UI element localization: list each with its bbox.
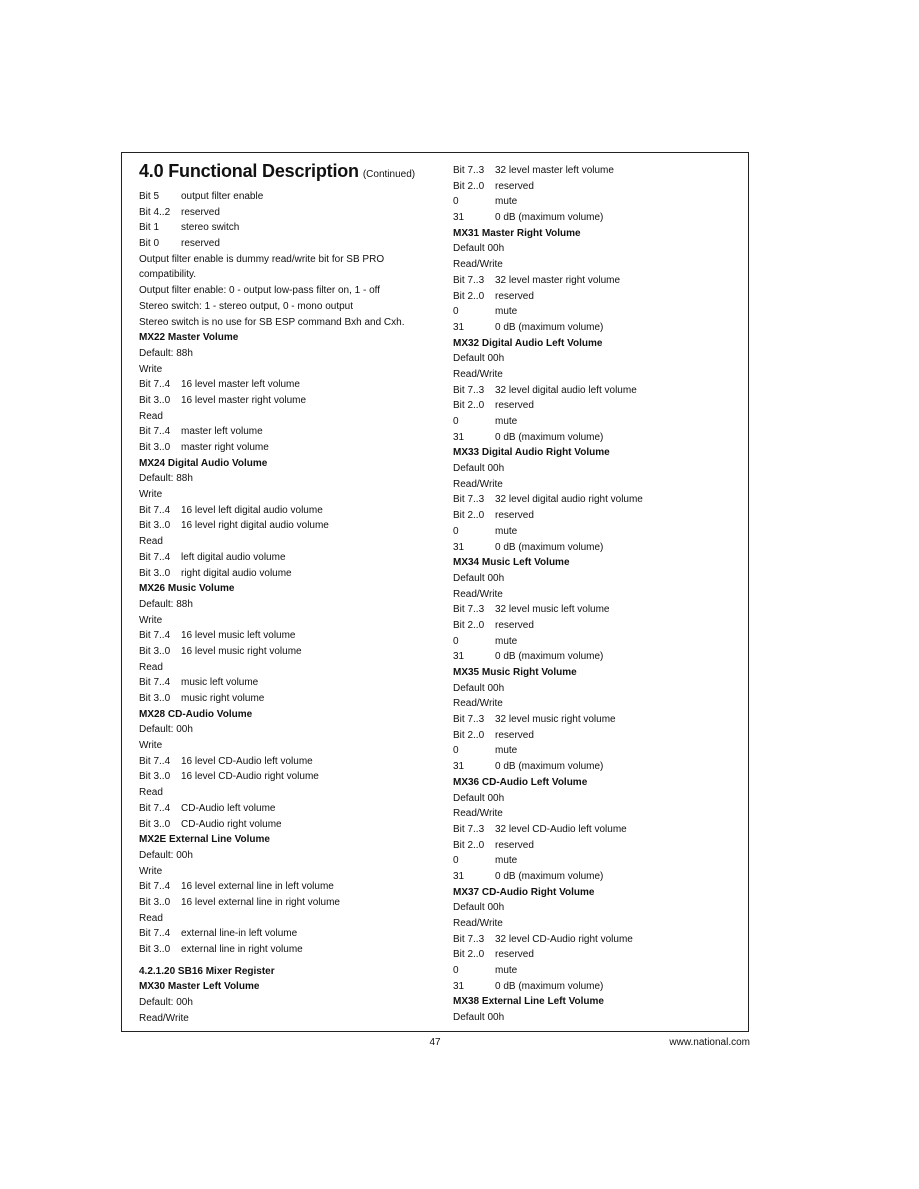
bit-field: Bit 3..0 xyxy=(139,645,171,657)
bit-description: CD-Audio left volume xyxy=(181,802,276,814)
register-bit-row xyxy=(453,179,743,195)
bit-field: Bit 2..0 xyxy=(453,180,485,192)
bit-field: Bit 7..4 xyxy=(139,928,171,940)
register-bit-row xyxy=(453,194,743,210)
register-bit-row xyxy=(139,817,439,833)
register-bit-row xyxy=(139,205,439,221)
bit-description: reserved xyxy=(495,290,534,302)
register-bit-row xyxy=(453,540,743,556)
bit-description: 16 level master left volume xyxy=(181,379,300,391)
bit-field: 0 xyxy=(453,306,459,318)
register-bit-row xyxy=(453,414,743,430)
body-text-line: Default 00h xyxy=(453,243,505,255)
register-bit-row xyxy=(453,163,743,179)
body-text-line: Default: 88h xyxy=(139,473,193,485)
body-text-line: Default: 00h xyxy=(139,997,193,1009)
bit-field: Bit 7..3 xyxy=(453,714,485,726)
bit-description: 0 dB (maximum volume) xyxy=(495,212,604,224)
bit-field: Bit 7..3 xyxy=(453,823,485,835)
body-text-line: Default: 88h xyxy=(139,598,193,610)
register-bit-row xyxy=(453,979,743,995)
bit-description: reserved xyxy=(495,839,534,851)
register-bit-row xyxy=(139,393,439,409)
bit-description: external line-in left volume xyxy=(181,928,298,940)
register-bit-row xyxy=(453,728,743,744)
bit-field: Bit 3..0 xyxy=(139,520,171,532)
body-text-line: Read/Write xyxy=(453,588,503,600)
bit-field: 0 xyxy=(453,855,459,867)
bit-description: 32 level music right volume xyxy=(495,714,616,726)
register-bit-row xyxy=(139,377,439,393)
register-bit-row xyxy=(139,220,439,236)
register-bit-row xyxy=(453,524,743,540)
bit-field: 0 xyxy=(453,525,459,537)
section-header xyxy=(139,161,439,187)
bit-description: 0 dB (maximum volume) xyxy=(495,761,604,773)
bit-field: Bit 2..0 xyxy=(453,729,485,741)
register-bit-row xyxy=(139,550,439,566)
register-bit-row xyxy=(453,492,743,508)
register-bit-row xyxy=(139,424,439,440)
body-text-line: Default 00h xyxy=(453,792,505,804)
bit-description: 0 dB (maximum volume) xyxy=(495,870,604,882)
bit-field: Bit 2..0 xyxy=(453,510,485,522)
register-bit-row xyxy=(453,383,743,399)
body-text-line: Default 00h xyxy=(453,463,505,475)
bit-field: Bit 7..4 xyxy=(139,677,171,689)
bit-field: Bit 2..0 xyxy=(453,400,485,412)
bit-field: Bit 7..4 xyxy=(139,426,171,438)
bit-description: external line in right volume xyxy=(181,944,303,956)
register-bit-row xyxy=(139,236,439,252)
body-text-line: Write xyxy=(139,865,163,877)
bit-description: mute xyxy=(495,635,518,647)
body-text-line: Read xyxy=(139,536,163,548)
register-heading: MX32 Digital Audio Left Volume xyxy=(453,337,603,349)
body-text-line: Read/Write xyxy=(453,918,503,929)
left-column-lines xyxy=(139,189,439,1026)
bit-field: 0 xyxy=(453,745,459,757)
register-bit-row xyxy=(453,634,743,650)
bit-field: Bit 4..2 xyxy=(139,206,171,218)
register-heading: MX26 Music Volume xyxy=(139,583,235,595)
register-heading: MX37 CD-Audio Right Volume xyxy=(453,886,595,898)
body-text-line: Default: 00h xyxy=(139,849,193,861)
bit-description: 32 level CD-Audio right volume xyxy=(495,933,633,945)
register-heading: MX38 External Line Left Volume xyxy=(453,996,604,1008)
body-text-line: Read xyxy=(139,787,163,799)
bit-field: 0 xyxy=(453,635,459,647)
bit-field: 0 xyxy=(453,965,459,977)
body-text-line: Write xyxy=(139,489,163,501)
register-bit-row xyxy=(453,947,743,963)
bit-description: reserved xyxy=(181,238,220,250)
register-heading: MX35 Music Right Volume xyxy=(453,667,577,678)
bit-field: Bit 7..4 xyxy=(139,504,171,516)
bit-field: Bit 7..4 xyxy=(139,881,171,893)
bit-field: 31 xyxy=(453,980,465,992)
register-bit-row xyxy=(139,691,439,707)
bit-description: mute xyxy=(495,416,518,427)
bit-description: reserved xyxy=(181,206,220,218)
bit-description: 32 level master right volume xyxy=(495,274,621,286)
register-bit-row xyxy=(453,712,743,728)
bit-field: Bit 3..0 xyxy=(139,944,171,956)
register-bit-row xyxy=(453,320,743,336)
bit-description: CD-Audio right volume xyxy=(181,818,282,830)
bit-field: 31 xyxy=(453,651,465,663)
register-bit-row xyxy=(139,503,439,519)
bit-description: stereo switch xyxy=(181,222,240,234)
bit-description: 0 dB (maximum volume) xyxy=(495,321,604,333)
bit-field: Bit 0 xyxy=(139,238,160,250)
register-heading: MX2E External Line Volume xyxy=(139,834,270,846)
bit-description: 32 level master left volume xyxy=(495,165,614,176)
body-text-line: Read xyxy=(139,912,163,924)
register-bit-row xyxy=(453,289,743,305)
bit-field: Bit 7..4 xyxy=(139,755,171,767)
left-column xyxy=(139,161,439,1026)
body-text-line: Write xyxy=(139,363,163,375)
register-heading: MX34 Music Left Volume xyxy=(453,557,570,569)
body-text-line: Default 00h xyxy=(453,682,505,694)
bit-description: 16 level left digital audio volume xyxy=(181,504,323,516)
bit-field: Bit 7..3 xyxy=(453,933,485,945)
bit-field: Bit 7..3 xyxy=(453,604,485,616)
bit-description: 16 level external line in right volume xyxy=(181,896,340,908)
body-text-line: Stereo switch is no use for SB ESP command Bxh and Cxh. xyxy=(139,316,405,328)
register-bit-row xyxy=(453,618,743,634)
register-bit-row xyxy=(453,838,743,854)
bit-field: Bit 3..0 xyxy=(139,442,171,454)
register-bit-row xyxy=(139,942,439,958)
bit-field: Bit 3..0 xyxy=(139,771,171,783)
register-bit-row xyxy=(453,759,743,775)
bit-description: reserved xyxy=(495,619,534,631)
bit-field: Bit 5 xyxy=(139,191,160,202)
bit-description: 0 dB (maximum volume) xyxy=(495,980,604,992)
body-text-line: Default 00h xyxy=(453,353,505,365)
bit-field: 31 xyxy=(453,321,465,333)
bit-field: Bit 7..4 xyxy=(139,379,171,391)
register-bit-row xyxy=(453,869,743,885)
bit-description: 0 dB (maximum volume) xyxy=(495,431,604,443)
bit-description: master right volume xyxy=(181,442,269,454)
register-bit-row xyxy=(139,518,439,534)
bit-field: Bit 3..0 xyxy=(139,693,171,705)
bit-description: mute xyxy=(495,306,518,318)
body-text-line: Output filter enable: 0 - output low-pass filter on, 1 - off xyxy=(139,285,381,297)
bit-description: 32 level digital audio right volume xyxy=(495,494,643,506)
bit-description: 16 level music right volume xyxy=(181,645,302,657)
body-text-line: Default 00h xyxy=(453,1012,505,1024)
bit-field: Bit 7..4 xyxy=(139,551,171,563)
bit-field: 31 xyxy=(453,870,465,882)
bit-description: 32 level digital audio left volume xyxy=(495,384,637,396)
bit-field: 31 xyxy=(453,541,465,553)
bit-field: Bit 7..3 xyxy=(453,274,485,286)
bit-field: Bit 7..4 xyxy=(139,630,171,642)
bit-description: left digital audio volume xyxy=(181,551,286,563)
body-text-line: Read/Write xyxy=(453,808,503,820)
continued-label: (Continued) xyxy=(362,169,416,180)
bit-description: 16 level music left volume xyxy=(181,630,296,642)
bit-field: Bit 2..0 xyxy=(453,839,485,851)
body-text-line: Default 00h xyxy=(453,902,505,914)
website-url: www.national.com xyxy=(669,1037,750,1048)
body-text-line: Read xyxy=(139,410,163,422)
body-text-line: Read/Write xyxy=(453,698,503,710)
bit-field: Bit 3..0 xyxy=(139,394,171,406)
register-bit-row xyxy=(453,304,743,320)
page-frame xyxy=(121,152,749,1032)
body-text-line: Write xyxy=(139,740,163,752)
bit-description: mute xyxy=(495,965,518,977)
body-text-line: Write xyxy=(139,614,163,626)
bit-field: 31 xyxy=(453,212,465,224)
bit-field: Bit 7..3 xyxy=(453,165,485,176)
bit-description: reserved xyxy=(495,949,534,961)
register-heading: MX24 Digital Audio Volume xyxy=(139,457,268,469)
register-heading: 4.2.1.20 SB16 Mixer Register xyxy=(139,965,275,977)
body-text-line: Default: 88h xyxy=(139,347,193,359)
body-text-line: Read xyxy=(139,661,163,673)
bit-description: 16 level CD-Audio left volume xyxy=(181,755,313,767)
body-text-line: Read/Write xyxy=(453,259,503,271)
bit-field: 31 xyxy=(453,431,465,443)
register-heading: MX33 Digital Audio Right Volume xyxy=(453,447,610,459)
register-bit-row xyxy=(139,769,439,785)
bit-description: mute xyxy=(495,525,518,537)
body-text-line: Stereo switch: 1 - stereo output, 0 - mono output xyxy=(139,300,354,312)
register-heading: MX36 CD-Audio Left Volume xyxy=(453,776,588,788)
register-bit-row xyxy=(139,926,439,942)
register-bit-row xyxy=(139,628,439,644)
body-text-line: Default 00h xyxy=(453,572,505,584)
bit-description: 0 dB (maximum volume) xyxy=(495,651,604,663)
register-bit-row xyxy=(139,566,439,582)
right-column-lines xyxy=(453,163,743,1026)
register-bit-row xyxy=(453,932,743,948)
register-heading: MX30 Master Left Volume xyxy=(139,981,260,993)
bit-description: mute xyxy=(495,745,518,757)
bit-description: reserved xyxy=(495,510,534,522)
bit-field: Bit 2..0 xyxy=(453,949,485,961)
bit-field: 0 xyxy=(453,416,459,427)
register-bit-row xyxy=(453,743,743,759)
bit-field: Bit 3..0 xyxy=(139,896,171,908)
bit-description: mute xyxy=(495,855,518,867)
bit-description: mute xyxy=(495,196,518,208)
bit-description: right digital audio volume xyxy=(181,567,292,579)
register-bit-row xyxy=(139,754,439,770)
register-bit-row xyxy=(139,895,439,911)
bit-field: Bit 2..0 xyxy=(453,619,485,631)
bit-field: Bit 7..3 xyxy=(453,384,485,396)
register-heading: MX22 Master Volume xyxy=(139,332,239,344)
bit-description: 32 level CD-Audio left volume xyxy=(495,823,627,835)
bit-description: 0 dB (maximum volume) xyxy=(495,541,604,553)
register-bit-row xyxy=(453,602,743,618)
register-bit-row xyxy=(139,801,439,817)
bit-description: reserved xyxy=(495,729,534,741)
register-heading: MX31 Master Right Volume xyxy=(453,227,581,239)
register-bit-row xyxy=(453,398,743,414)
bit-field: Bit 2..0 xyxy=(453,290,485,302)
bit-description: music left volume xyxy=(181,677,259,689)
body-text-line: Read/Write xyxy=(453,478,503,490)
bit-description: 32 level music left volume xyxy=(495,604,610,616)
bit-description: music right volume xyxy=(181,693,265,705)
register-bit-row xyxy=(139,879,439,895)
bit-description: reserved xyxy=(495,180,534,192)
bit-description: output filter enable xyxy=(181,191,264,202)
bit-description: 16 level CD-Audio right volume xyxy=(181,771,319,783)
bit-field: Bit 7..3 xyxy=(453,494,485,506)
register-bit-row xyxy=(453,210,743,226)
register-heading: MX28 CD-Audio Volume xyxy=(139,708,253,720)
bit-field: Bit 1 xyxy=(139,222,160,234)
bit-description: 16 level external line in left volume xyxy=(181,881,334,893)
bit-field: Bit 3..0 xyxy=(139,567,171,579)
register-bit-row xyxy=(139,440,439,456)
body-text-line: Read/Write xyxy=(453,368,503,380)
body-text-line: Default: 00h xyxy=(139,724,193,736)
bit-description: master left volume xyxy=(181,426,263,438)
register-bit-row xyxy=(453,508,743,524)
bit-description: 16 level right digital audio volume xyxy=(181,520,329,532)
bit-field: 31 xyxy=(453,761,465,773)
register-bit-row xyxy=(453,273,743,289)
section-title: 4.0 Functional Description xyxy=(139,161,359,181)
bit-description: 16 level master right volume xyxy=(181,394,307,406)
bit-field: Bit 3..0 xyxy=(139,818,171,830)
register-bit-row xyxy=(453,649,743,665)
bit-field: Bit 7..4 xyxy=(139,802,171,814)
register-bit-row xyxy=(139,675,439,691)
bit-field: 0 xyxy=(453,196,459,208)
body-text-line: Read/Write xyxy=(139,1012,189,1024)
register-bit-row xyxy=(453,853,743,869)
register-bit-row xyxy=(453,963,743,979)
page-number: 47 xyxy=(429,1037,441,1048)
register-bit-row xyxy=(453,822,743,838)
right-column xyxy=(453,163,743,1026)
register-bit-row xyxy=(139,189,439,205)
register-bit-row xyxy=(453,430,743,446)
register-bit-row xyxy=(139,644,439,660)
bit-description: reserved xyxy=(495,400,534,412)
body-paragraph: Output filter enable is dummy read/write bit for SB PRO compatibility. xyxy=(139,253,385,281)
